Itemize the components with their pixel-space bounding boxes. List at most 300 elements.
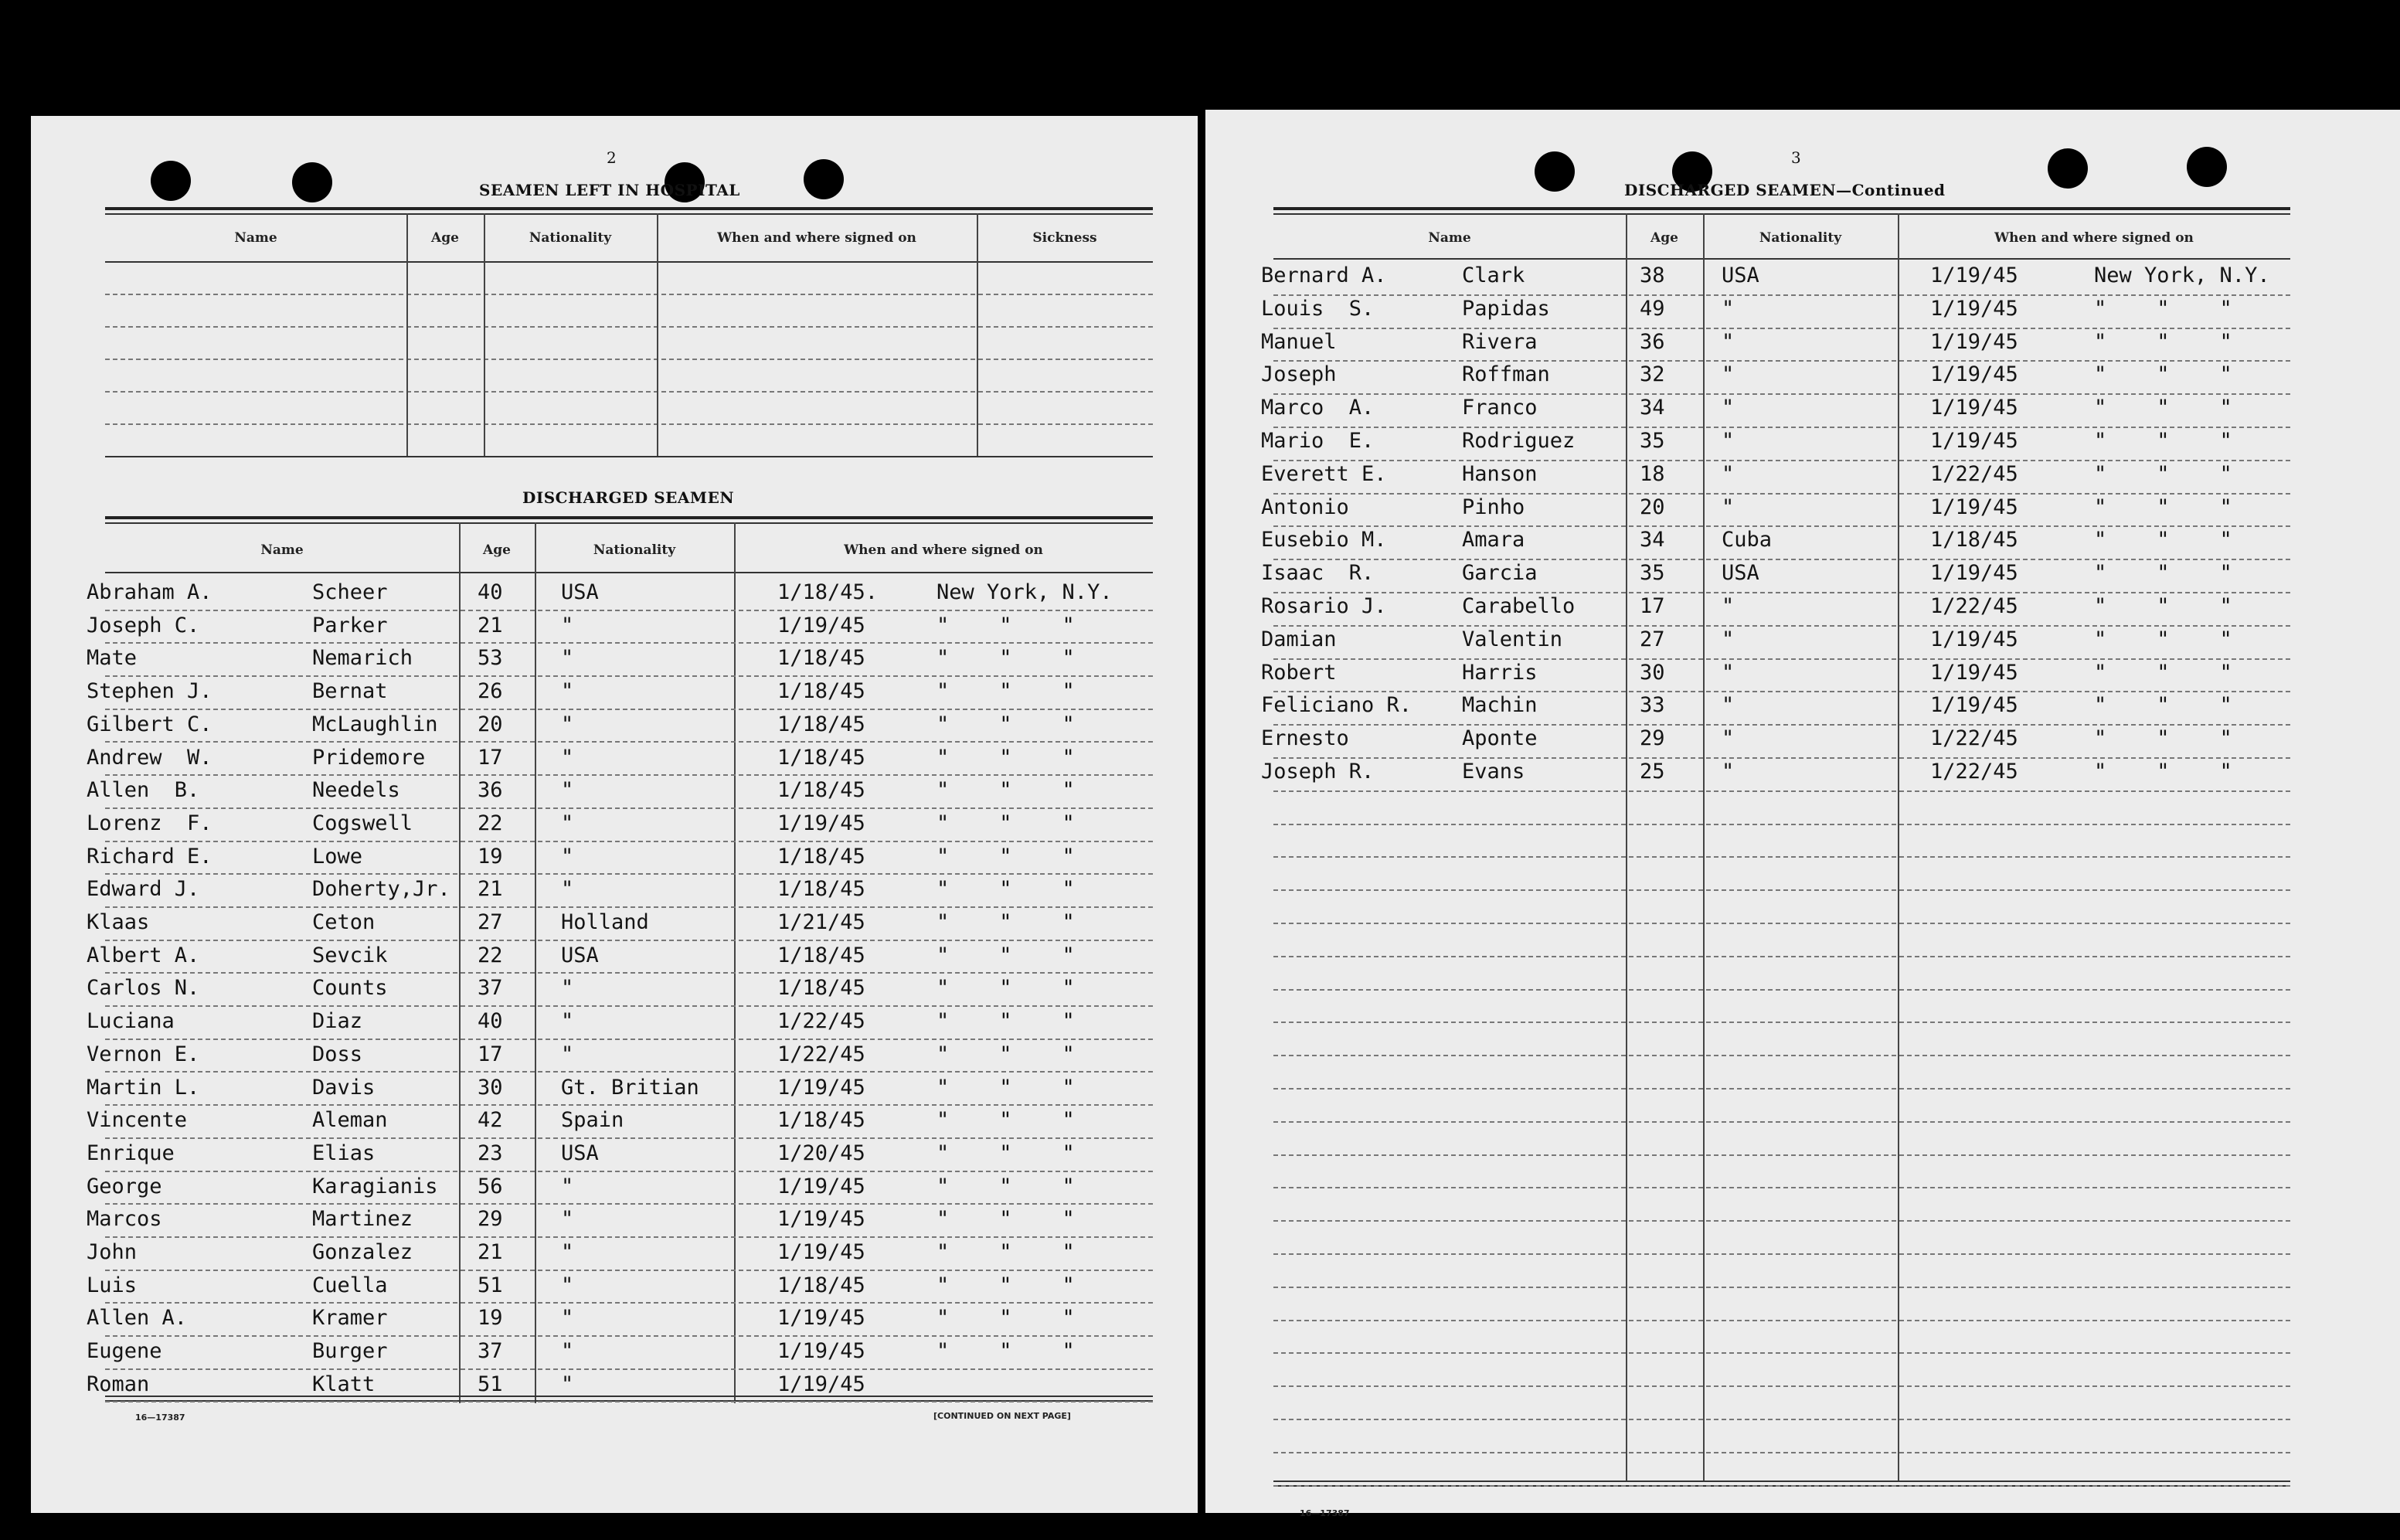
signed-on-date: 1/22/45 [777,1042,865,1066]
seaman-age: 30 [478,1075,503,1100]
seaman-last-name: Amara [1462,528,1525,552]
signed-on-date: 1/18/45 [777,1273,865,1297]
seaman-first-name: Eusebio M. [1261,528,1387,552]
punch-hole [292,162,332,202]
row-rule [1273,956,2290,957]
seaman-age: 17 [478,745,503,770]
signed-on-place: " " " [937,745,1075,770]
column-header: When and where signed on [717,230,916,246]
signed-on-date: 1/19/45 [777,1174,865,1198]
signed-on-place: " " " [937,646,1075,671]
signed-on-date: 1/18/45 [777,712,865,736]
seaman-first-name: Joseph C. [87,613,200,637]
blank-row [1273,992,2290,1025]
seaman-nationality: USA [561,943,599,967]
seaman-first-name: Joseph [1261,362,1337,387]
signed-on-date: 1/19/45 [1930,263,2018,287]
signed-on-place: " " " [937,1042,1075,1066]
seaman-age: 33 [1640,693,1665,718]
seaman-age: 53 [478,646,503,671]
seaman-nationality: " [561,1339,574,1364]
blank-row [1273,1323,2290,1356]
signed-on-date: 1/19/45 [777,1207,865,1232]
signed-on-place: " " " [937,1174,1075,1198]
signed-on-date: 1/18/45 [777,745,865,770]
table-row [87,1172,1153,1205]
signed-on-place: " " " [937,943,1075,967]
table-row [87,710,1153,743]
seaman-last-name: Cuella [312,1273,388,1297]
left-page [31,116,1198,1513]
blank-row [1273,1158,2290,1191]
signed-on-place: " " " [937,976,1075,1001]
seaman-first-name: Isaac R. [1261,561,1375,586]
table-row [87,842,1153,875]
signed-on-place: " " " [937,877,1075,902]
table-row [1261,362,2290,396]
seaman-nationality: " [1722,429,1735,453]
title-text: DISCHARGED SEAMEN [1624,181,1837,199]
punch-hole [2048,148,2088,189]
blank-row [1273,1455,2290,1488]
signed-on-date: 1/19/45 [777,613,865,637]
signed-on-place: " " " [2094,726,2232,751]
row-rule [1273,923,2290,924]
seaman-first-name: Andrew W. [87,745,212,770]
seaman-last-name: Klatt [312,1372,376,1396]
seaman-last-name: Machin [1462,693,1538,718]
signed-on-place: New York, N.Y. [937,580,1113,604]
row-rule [1273,1419,2290,1420]
seaman-first-name: Marcos [87,1207,162,1232]
row-rule [1273,625,2290,627]
seaman-last-name: Martinez [312,1207,413,1232]
seaman-first-name: Abraham A. [87,580,212,604]
seaman-first-name: Martin L. [87,1075,200,1100]
seaman-last-name: McLaughlin [312,712,438,736]
seaman-last-name: Doherty,Jr. [312,877,450,902]
signed-on-date: 1/19/45 [1930,396,2018,420]
seaman-age: 30 [1640,660,1665,685]
seaman-nationality: " [561,613,574,637]
blank-row [1273,926,2290,959]
table-row [87,1205,1153,1238]
row-rule [1273,1287,2290,1288]
signed-on-place: " " " [937,1141,1075,1165]
seaman-age: 38 [1640,263,1665,287]
seaman-nationality: Spain [561,1108,624,1133]
row-rule [1273,1088,2290,1090]
signed-on-place: " " " [937,1306,1075,1331]
table-row [1261,594,2290,628]
row-rule [1273,1022,2290,1023]
signed-on-date: 1/22/45 [1930,594,2018,618]
seaman-last-name: Garcia [1462,561,1538,586]
seaman-first-name: Vincente [87,1108,188,1133]
row-rule [1273,989,2290,991]
row-rule [1273,1385,2290,1387]
seaman-first-name: Eugene [87,1339,162,1364]
seaman-nationality: " [561,778,574,803]
row-rule [1273,724,2290,726]
column-header: Name [234,230,277,246]
table-row [87,578,1153,611]
row-rule [1273,360,2290,362]
column-header: When and where signed on [1994,230,2194,246]
seaman-last-name: Aleman [312,1108,388,1133]
row-rule [1273,1320,2290,1321]
blank-row [1273,959,2290,992]
seaman-nationality: " [561,877,574,902]
seaman-last-name: Burger [312,1339,388,1364]
table-row [1261,296,2290,331]
discharged-table-continued [1261,207,2290,1505]
seaman-age: 36 [1640,329,1665,354]
row-rule [1273,328,2290,329]
seaman-nationality: " [1722,329,1735,354]
table-row [1261,561,2290,595]
seaman-first-name: Joseph R. [1261,760,1375,784]
signed-on-place: " " " [2094,627,2232,651]
seaman-nationality: " [561,646,574,671]
seaman-last-name: Davis [312,1075,376,1100]
seaman-last-name: Kramer [312,1306,388,1331]
seaman-nationality: " [561,811,574,835]
seaman-first-name: Gilbert C. [87,712,212,736]
seaman-last-name: Lowe [312,844,363,869]
seaman-age: 29 [478,1207,503,1232]
seaman-age: 17 [1640,594,1665,618]
seaman-last-name: Papidas [1462,296,1550,321]
table-row [87,677,1153,710]
table-row [87,1271,1153,1304]
seaman-age: 37 [478,1339,503,1364]
page-number: 2 [607,148,617,167]
seaman-first-name: Edward J. [87,877,200,902]
seaman-age: 40 [478,1009,503,1034]
row-rule [1273,1485,2290,1487]
blank-row [1273,1091,2290,1124]
table-row [1261,528,2290,562]
row-rule [1273,856,2290,858]
signed-on-place: " " " [2094,760,2232,784]
signed-on-date: 1/19/45 [777,1339,865,1364]
signed-on-place: " " " [937,712,1075,736]
seaman-first-name: Mario E. [1261,429,1375,453]
seaman-nationality: " [561,844,574,869]
signed-on-place: " " " [937,1207,1075,1232]
signed-on-date: 1/19/45 [1930,429,2018,453]
seaman-first-name: Vernon E. [87,1042,200,1066]
seaman-first-name: Ernesto [1261,726,1349,751]
seaman-last-name: Parker [312,613,388,637]
continued-note: [CONTINUED ON NEXT PAGE] [933,1411,1071,1421]
blank-row [1273,1422,2290,1455]
blank-row [1273,1290,2290,1323]
column-header: When and where signed on [844,542,1043,558]
seaman-first-name: Manuel [1261,329,1337,354]
table-row [87,1073,1153,1107]
table-row [87,941,1153,974]
seaman-nationality: " [1722,660,1735,685]
seaman-nationality: " [1722,760,1735,784]
hospital-section-title: SEAMEN LEFT IN HOSPITAL [479,181,740,199]
seaman-last-name: Diaz [312,1009,363,1034]
seaman-age: 51 [478,1273,503,1297]
seaman-nationality: USA [1722,263,1759,287]
blank-row [1273,1190,2290,1223]
table-row [87,1304,1153,1337]
seaman-nationality: " [1722,594,1735,618]
seaman-nationality: " [1722,362,1735,387]
seaman-nationality: " [1722,627,1735,651]
blank-row [1273,1025,2290,1058]
signed-on-place: " " " [2094,693,2232,718]
seaman-age: 37 [478,976,503,1001]
punch-hole [151,161,191,201]
seaman-age: 21 [478,877,503,902]
seaman-first-name: Everett E. [1261,461,1387,486]
seaman-last-name: Valentin [1462,627,1563,651]
seaman-nationality: Holland [561,910,649,934]
seaman-first-name: Bernard A. [1261,263,1387,287]
seaman-last-name: Ceton [312,910,376,934]
table-row [87,1106,1153,1139]
table-row [87,776,1153,809]
seaman-age: 19 [478,1306,503,1331]
seaman-first-name: Marco A. [1261,396,1375,420]
signed-on-place: " " " [2094,461,2232,486]
seaman-age: 36 [478,778,503,803]
table-row [1261,396,2290,430]
seaman-first-name: Klaas [87,910,150,934]
seaman-first-name: Luciana [87,1009,175,1034]
row-rule [1273,427,2290,428]
blank-row [1273,1058,2290,1091]
row-rule [1273,757,2290,759]
row-rule [1273,1220,2290,1222]
row-rule [1273,460,2290,461]
seaman-first-name: Robert [1261,660,1337,685]
signed-on-place: " " " [2094,396,2232,420]
signed-on-date: 1/19/45 [1930,561,2018,586]
signed-on-date: 1/22/45 [777,1009,865,1034]
seaman-nationality: " [561,1174,574,1198]
column-header: Nationality [529,230,612,246]
column-header: Age [483,542,511,558]
seaman-age: 17 [478,1042,503,1066]
seaman-last-name: Counts [312,976,388,1001]
signed-on-date: 1/19/45 [1930,296,2018,321]
seaman-nationality: USA [1722,561,1759,586]
row-rule [1273,393,2290,395]
signed-on-date: 1/22/45 [1930,461,2018,486]
signed-on-date: 1/19/45 [1930,362,2018,387]
signed-on-date: 1/22/45 [1930,760,2018,784]
seaman-first-name: Damian [1261,627,1337,651]
signed-on-place: " " " [937,844,1075,869]
signed-on-place: " " " [2094,296,2232,321]
seaman-last-name: Carabello [1462,594,1576,618]
signed-on-date: 1/18/45 [777,877,865,902]
row-rule [1273,592,2290,593]
seaman-age: 18 [1640,461,1665,486]
seaman-last-name: Sevcik [312,943,388,967]
seaman-age: 29 [1640,726,1665,751]
seaman-age: 34 [1640,528,1665,552]
table-row [87,1370,1153,1403]
signed-on-date: 1/19/45 [777,1372,865,1396]
seaman-nationality: " [561,1042,574,1066]
seaman-last-name: Harris [1462,660,1538,685]
table-row [87,908,1153,941]
seaman-age: 21 [478,613,503,637]
punch-hole [1535,151,1575,192]
row-rule [1273,658,2290,660]
row-rule [1273,1154,2290,1156]
table-row [1261,760,2290,794]
seaman-last-name: Nemarich [312,646,413,671]
seaman-first-name: George [87,1174,162,1198]
signed-on-date: 1/18/45 [777,943,865,967]
seaman-nationality: " [561,1240,574,1264]
row-rule [1273,824,2290,825]
blank-row [1273,794,2290,827]
table-row [87,1238,1153,1271]
seaman-first-name: Allen B. [87,778,200,803]
signed-on-place: " " " [2094,660,2232,685]
signed-on-date: 1/19/45 [1930,495,2018,519]
seaman-last-name: Cogswell [312,811,413,835]
seaman-age: 20 [478,712,503,736]
row-rule [1273,691,2290,692]
signed-on-date: 1/19/45 [777,1240,865,1264]
table-row [1261,495,2290,529]
seaman-first-name: Feliciano R. [1261,693,1412,718]
seaman-nationality: " [561,712,574,736]
seaman-first-name: Richard E. [87,844,212,869]
seaman-first-name: Albert A. [87,943,200,967]
form-number: 16—17387 [135,1413,185,1423]
seaman-nationality: USA [561,580,599,604]
seaman-age: 35 [1640,429,1665,453]
seaman-age: 27 [478,910,503,934]
signed-on-date: 1/19/45 [1930,627,2018,651]
signed-on-place: " " " [937,1240,1075,1264]
signed-on-place: " " " [937,778,1075,803]
seaman-last-name: Roffman [1462,362,1550,387]
signed-on-date: 1/19/45 [777,1306,865,1331]
blank-row [1273,1355,2290,1389]
seaman-nationality: " [561,1009,574,1034]
signed-on-date: 1/19/45 [777,811,865,835]
signed-on-place: " " " [2094,429,2232,453]
seaman-nationality: Cuba [1722,528,1773,552]
signed-on-date: 1/19/45 [1930,660,2018,685]
row-rule [1273,889,2290,891]
seaman-age: 35 [1640,561,1665,586]
seaman-last-name: Scheer [312,580,388,604]
table-row [87,809,1153,842]
seaman-nationality: USA [561,1141,599,1165]
signed-on-date: 1/18/45 [777,1108,865,1133]
seaman-age: 23 [478,1141,503,1165]
signed-on-place: " " " [2094,528,2232,552]
seaman-last-name: Gonzalez [312,1240,413,1264]
row-rule [1273,1352,2290,1354]
row-rule [1273,1452,2290,1453]
seaman-nationality: " [561,1372,574,1396]
signed-on-place: " " " [2094,495,2232,519]
seaman-last-name: Aponte [1462,726,1538,751]
discharged-table [87,516,1153,1405]
signed-on-place: " " " [937,679,1075,704]
seaman-last-name: Pinho [1462,495,1525,519]
seaman-first-name: Lorenz F. [87,811,212,835]
signed-on-date: 1/21/45 [777,910,865,934]
seaman-age: 22 [478,811,503,835]
seaman-nationality: " [1722,726,1735,751]
blank-row [1273,1124,2290,1158]
seaman-age: 21 [478,1240,503,1264]
table-row [87,974,1153,1007]
seaman-last-name: Needels [312,778,400,803]
blank-row [1273,827,2290,860]
table-row [87,1337,1153,1370]
seaman-age: 42 [478,1108,503,1133]
seaman-nationality: " [1722,461,1735,486]
signed-on-date: 1/22/45 [1930,726,2018,751]
seaman-age: 22 [478,943,503,967]
seaman-nationality: " [561,1306,574,1331]
row-rule [1273,493,2290,495]
column-header: Sickness [1032,230,1097,246]
signed-on-place: " " " [937,613,1075,637]
signed-on-date: 1/18/45 [777,679,865,704]
seaman-first-name: Antonio [1261,495,1349,519]
seaman-last-name: Clark [1462,263,1525,287]
punch-hole [2187,147,2227,187]
table-row [1261,329,2290,364]
seaman-first-name: John [87,1240,138,1264]
seaman-last-name: Evans [1462,760,1525,784]
row-rule [1273,1121,2290,1123]
seaman-first-name: Louis S. [1261,296,1375,321]
table-row [1261,429,2290,463]
row-rule [1273,559,2290,560]
seaman-age: 26 [478,679,503,704]
seaman-nationality: " [1722,693,1735,718]
signed-on-place: " " " [937,1339,1075,1364]
page-title [1624,181,1946,199]
right-page [1205,110,2400,1518]
seaman-nationality: " [1722,495,1735,519]
blank-row [1273,892,2290,926]
table-row [87,1040,1153,1073]
signed-on-date: 1/19/45 [1930,329,2018,354]
seaman-age: 25 [1640,760,1665,784]
table-row [87,644,1153,677]
signed-on-place: " " " [937,1108,1075,1133]
signed-on-place: " " " [937,811,1075,835]
seaman-age: 34 [1640,396,1665,420]
blank-row [1273,859,2290,892]
signed-on-place: " " " [2094,362,2232,387]
seaman-age: 51 [478,1372,503,1396]
seaman-nationality: " [561,1207,574,1232]
seaman-nationality: " [561,976,574,1001]
column-header: Age [431,230,459,246]
